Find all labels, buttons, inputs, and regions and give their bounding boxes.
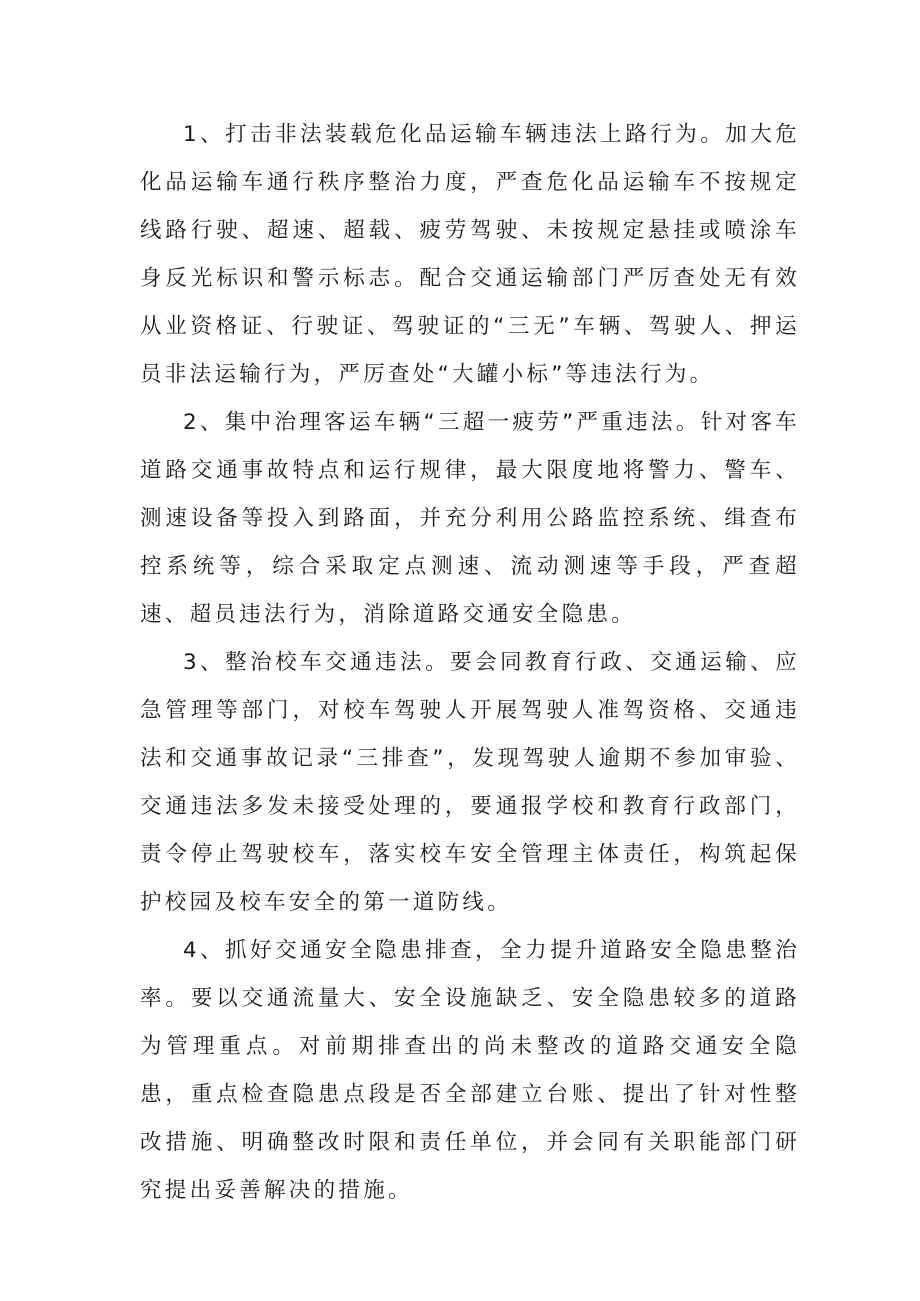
- paragraph-3: 3、整治校车交通违法。要会同教育行政、交通运输、应急管理等部门，对校车驾驶人开展驾驶人准驾资格、交通违法和交通事故记录“三排查”，发现驾驶人逾期不参加审验、交通违法多发未接受处理的，要通报学校和教育行政部门，责令停止驾驶校车，落实校车安全管理主体责任，构筑起保护校园及校车安全的第一道防线。: [140, 650, 800, 915]
- paragraph-1: 1、打击非法装载危化品运输车辆违法上路行为。加大危化品运输车通行秩序整治力度，严查危化品运输车不按规定线路行驶、超速、超载、疲劳驾驶、未按规定悬挂或喷涂车身反光标识和警示标志。配合交通运输部门严厉查处无有效从业资格证、行驶证、驾驶证的“三无”车辆、驾驶人、押运员非法运输行为，严厉查处“大罐小标”等违法行为。: [140, 122, 800, 387]
- paragraph-2: 2、集中治理客运车辆“三超一疲劳”严重违法。针对客车道路交通事故特点和运行规律，最大限度地将警力、警车、测速设备等投入到路面，并充分利用公路监控系统、缉查布控系统等，综合采取定点测速、流动测速等手段，严查超速、超员违法行为，消除道路交通安全隐患。: [140, 410, 800, 627]
- paragraph-4: 4、抓好交通安全隐患排查，全力提升道路安全隐患整治率。要以交通流量大、安全设施缺乏、安全隐患较多的道路为管理重点。对前期排查出的尚未整改的道路交通安全隐患，重点检查隐患点段是否全部建立台账、提出了针对性整改措施、明确整改时限和责任单位，并会同有关职能部门研究提出妥善解决的措施。: [140, 938, 800, 1203]
- document-body: [140, 111, 800, 1215]
